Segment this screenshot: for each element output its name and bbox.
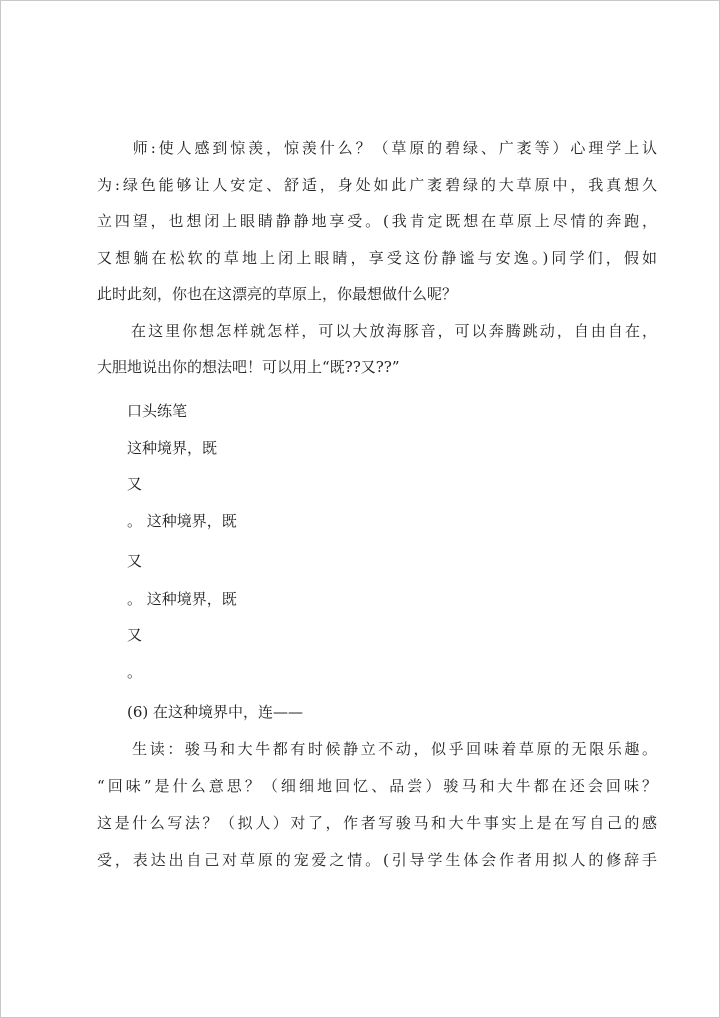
text-line: 这是什么写法？（拟人）对了，作者写骏马和大牛事实上是在写自己的感 bbox=[97, 814, 657, 832]
text-line: 又 bbox=[97, 626, 143, 644]
text-line: (6) 在这种境界中，连—— bbox=[97, 703, 304, 721]
text-line: 口头练笔 bbox=[97, 402, 188, 420]
text-line: 。 这种境界，既 bbox=[97, 590, 237, 608]
text-line: 在这里你想怎样就怎样，可以大放海豚音，可以奔腾跳动，自由自在， bbox=[97, 322, 657, 340]
text-line: 又想躺在松软的草地上闭上眼睛，享受这份静谧与安逸。)同学们，假如 bbox=[97, 249, 657, 267]
text-line: 为:绿色能够让人安定、舒适，身处如此广袤碧绿的大草原中，我真想久 bbox=[97, 176, 657, 194]
text-line: 此时此刻，你也在这漂亮的草原上，你最想做什么呢？ bbox=[97, 285, 458, 303]
text-line: “回味”是什么意思？（细细地回忆、品尝）骏马和大牛都在还会回味？ bbox=[97, 777, 657, 795]
text-line: 生读：骏马和大牛都有时候静立不动，似乎回味着草原的无限乐趣。 bbox=[97, 740, 657, 758]
text-line: 。 bbox=[97, 663, 143, 681]
text-line: 这种境界，既 bbox=[97, 439, 218, 457]
text-line: 立四望，也想闭上眼睛静静地享受。(我肯定既想在草原上尽情的奔跑， bbox=[97, 212, 657, 230]
text-line: 又 bbox=[97, 552, 143, 570]
text-line: 受，表达出自己对草原的宠爱之情。(引导学生体会作者用拟人的修辞手 bbox=[97, 851, 657, 869]
text-line: 师:使人感到惊羡，惊羡什么？（草原的碧绿、广袤等）心理学上认 bbox=[97, 139, 657, 157]
text-line: 。 这种境界，既 bbox=[97, 512, 237, 530]
text-line: 又 bbox=[97, 475, 143, 493]
text-line: 大胆地说出你的想法吧！可以用上“既??又??” bbox=[97, 358, 400, 376]
